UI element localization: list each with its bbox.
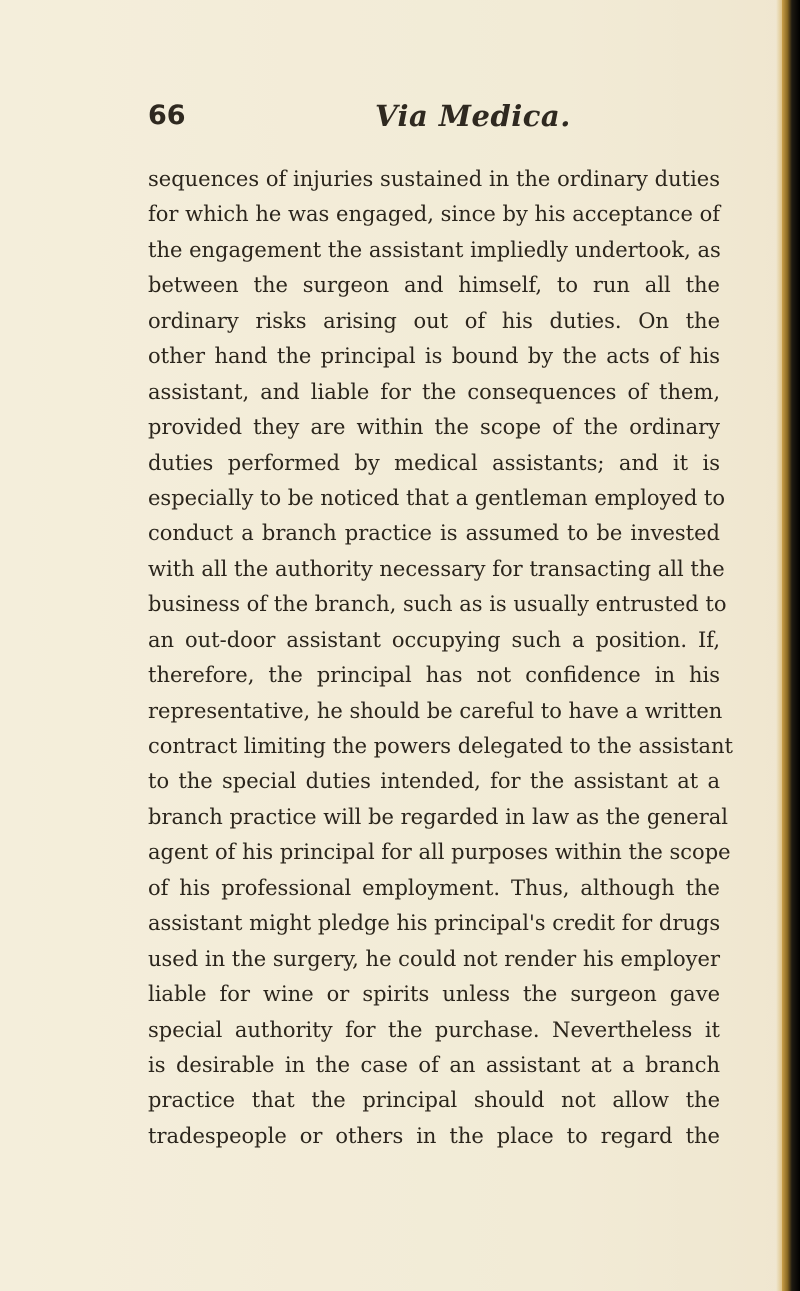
text-line: conduct a branch practice is assumed to be invested xyxy=(148,521,720,546)
text-line: liable for wine or spirits unless the surgeon gave xyxy=(148,982,720,1007)
text-line: assistant, and liable for the consequences of them, xyxy=(148,379,720,404)
text-line: the engagement the assistant impliedly undertook, as xyxy=(148,237,721,262)
text-line: branch practice will be regarded in law as the general xyxy=(148,804,729,829)
text-line: therefore, the principal has not confidence in his xyxy=(148,663,720,688)
text-line: used in the surgery, he could not render his employer xyxy=(148,946,720,971)
text-line: ordinary risks arising out of his duties. On the xyxy=(148,308,720,333)
text-line: of his professional employment. Thus, although the xyxy=(148,875,720,900)
text-line: is desirable in the case of an assistant at a branch xyxy=(148,1052,720,1077)
running-head xyxy=(148,94,718,138)
text-line: contract limiting the powers delegated to the assistant xyxy=(148,734,733,758)
text-line: provided they are within the scope of the ordinary xyxy=(148,415,720,440)
text-line: especially to be noticed that a gentleman employed to xyxy=(148,485,726,510)
text-line: an out-door assistant occupying such a position. If, xyxy=(148,627,720,652)
text-line: representative, he should be careful to have a written xyxy=(148,698,723,723)
page-edge-binding xyxy=(782,0,800,1291)
text-line: practice that the principal should not allow the xyxy=(148,1088,720,1113)
running-title: Via Medica. xyxy=(375,99,571,133)
text-line: special authority for the purchase. Nevertheless it xyxy=(148,1017,720,1042)
text-line: agent of his principal for all purposes within the scope xyxy=(148,840,731,865)
text-line: for which he was engaged, since by his acceptance of xyxy=(148,202,720,227)
text-line: between the surgeon and himself, to run all the xyxy=(148,273,720,298)
text-line: duties performed by medical assistants; and it is xyxy=(148,450,720,475)
page-number: 66 xyxy=(148,100,186,131)
text-line: assistant might pledge his principal's credit for drugs xyxy=(148,911,721,936)
body-text xyxy=(148,162,733,1154)
text-line: to the special duties intended, for the assistant at a xyxy=(148,769,720,794)
text-line: other hand the principal is bound by the acts of his xyxy=(148,344,720,369)
text-line: business of the branch, such as is usually entrusted to xyxy=(148,592,727,617)
text-line: sequences of injuries sustained in the ordinary duties xyxy=(148,167,720,191)
text-line: with all the authority necessary for transacting all the xyxy=(148,556,725,581)
text-line: tradespeople or others in the place to regard the xyxy=(148,1123,720,1148)
